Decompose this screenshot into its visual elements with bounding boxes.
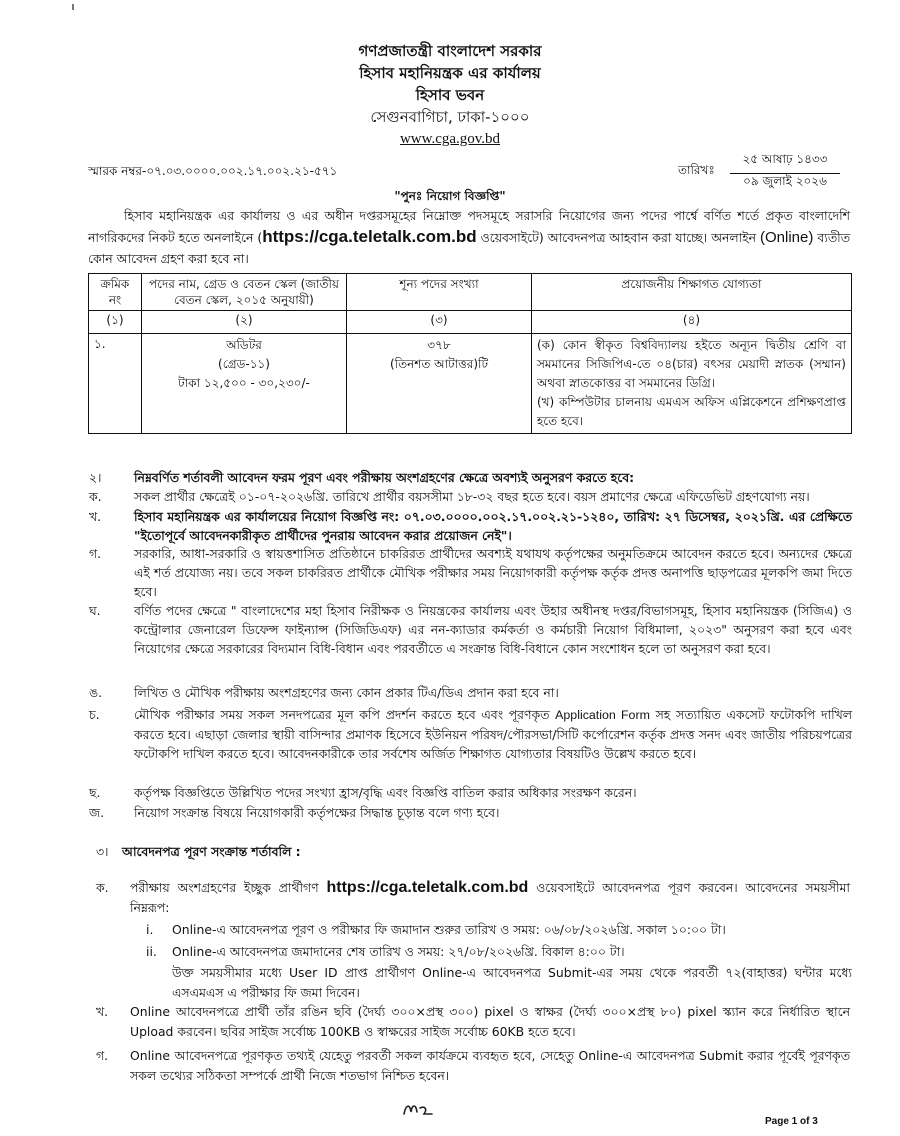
col-number: (২) — [142, 311, 347, 334]
initial-signature — [400, 1094, 440, 1124]
col-number: (৪) — [532, 311, 852, 334]
item-text: লিখিত ও মৌখিক পরীক্ষায় অংশগ্রহণের জন্য কোন প্রকার টিএ/ডিএ প্রদান করা হবে না। — [134, 685, 559, 700]
item-mark: গ. — [96, 1048, 109, 1063]
date-label: তারিখঃ — [678, 163, 715, 177]
vacancy-words: (তিনশত আটাত্তর)টি — [389, 357, 489, 371]
post-name: অডিটর — [226, 338, 262, 352]
item-text: হিসাব মহানিয়ন্ত্রক এর কার্যালয়ের নিয়োগ বিজ্ঞপ্তি নং: ০৭.০৩.০০০০.০০২.১৭.০০২.২১-১২৪০, তারিখ: ২৭ ডিসেম্বর, ২০২১খ্রি. এর প্রেক্ষিতে "ইতোপূর্বে আবেদনকারীকৃত প্রার্থীদের পুনরায় আবেদন করার প্রয়োজন নেই"। — [134, 509, 852, 543]
header-post: পদের নাম, গ্রেড ও বেতন স্কেল (জাতীয় বেতন স্কেল, ২০১৫ অনুযায়ী) — [142, 274, 347, 311]
item-text-part: পরীক্ষায় অংশগ্রহণের ইচ্ছুক প্রার্থীগণ — [130, 880, 327, 895]
header-serial: ক্রমিক নং — [89, 274, 142, 311]
item-mark: ii. — [146, 944, 157, 959]
pay-scale: টাকা ১২,৫০০ - ৩০,২৩০/- — [178, 376, 310, 390]
qualification-b: (খ) কম্পিউটার চালনায় এমএস অফিস এপ্লিকেশনে প্রশিক্ষণপ্রাপ্ত হতে হবে। — [537, 395, 846, 428]
government-name: গণপ্রজাতন্ত্রী বাংলাদেশ সরকার — [358, 42, 542, 60]
notice-title: "পুনঃ নিয়োগ বিজ্ঞপ্তি" — [394, 189, 506, 203]
item-mark: খ. — [89, 509, 102, 524]
item-text: কর্তৃপক্ষ বিজ্ঞপ্তিতে উল্লিখিত পদের সংখ্যা হ্রাস/বৃদ্ধি এবং বিজ্ঞপ্তি বাতিল করার অধিকার সংরক্ষণ করেন। — [134, 785, 637, 800]
item-note: উক্ত সময়সীমার মধ্যে User ID প্রাপ্ত প্রার্থীগণ Online-এ আবেদনপত্র Submit-এর সময় থেকে পরবর্তী ৭২(বাহাত্তর) ঘন্টার মধ্যে এসএমএস এ পরীক্ষার ফি জমা দিবেন। — [172, 965, 852, 1000]
item-text: Online আবেদনপত্রে পূরণকৃত তথ্যই যেহেতু পরবর্তী সকল কার্যক্রমে ব্যবহৃত হবে, সেহেতু Online-এ আবেদনপত্র Submit করার পূর্বেই পূরণকৃত সকল তথ্যের সঠিকতা সম্পর্কে প্রার্থী নিজে শতভাগ নিশ্চিত হবেন। — [130, 1048, 850, 1083]
intro-text-3: ব্যতীত কোন আবেদন গ্রহণ করা হবে না। — [88, 230, 850, 266]
header-qualification: প্রয়োজনীয় শিক্ষাগত যোগ্যতা — [532, 274, 852, 311]
item-text-part: ওয়েবসাইটে আবেদনপত্র পূরণ করবেন। আবেদনের সময়সীমা নিম্নরূপ: — [130, 880, 850, 915]
item-mark: জ. — [89, 805, 105, 820]
item-text-part: মৌখিক পরীক্ষার সময় সকল সনদপত্রের মূল কপি প্রদর্শন করতে হবে এবং পূরণকৃত — [134, 707, 556, 722]
memo-reference-number: স্মারক নম্বর-০৭.০৩.০০০০.০০২.১৭.০০২.২১-৫৭১ — [88, 164, 338, 178]
item-mark: ক. — [89, 489, 102, 504]
application-form-text: Application Form — [555, 708, 650, 722]
header-vacancy: শূন্য পদের সংখ্যা — [347, 274, 532, 311]
building-name: হিসাব ভবন — [415, 86, 485, 104]
section-2-number: ২। — [89, 470, 102, 485]
item-text — [134, 705, 852, 763]
row-post-cell — [142, 334, 347, 434]
page-number: Page 1 of 3 — [765, 1116, 818, 1127]
item-mark: গ. — [89, 546, 102, 561]
item-mark: i. — [146, 922, 154, 937]
item-mark: চ. — [89, 707, 100, 722]
col-number: (৩) — [347, 311, 532, 334]
item-mark: ঙ. — [89, 685, 103, 700]
item-text: সকল প্রার্থীর ক্ষেত্রেই ০১-০৭-২০২৬খ্রি. তারিখে প্রার্থীর বয়সসীমা ১৮-৩২ বছর হতে হবে। বয়স প্রমাণের ক্ষেত্রে এফিডেভিট গ্রহণযোগ্য নয়। — [134, 489, 810, 504]
item-mark: খ. — [96, 1004, 109, 1019]
vacancy-table — [88, 273, 852, 434]
item-text: Online-এ আবেদনপত্র জমাদানের শেষ তারিখ ও সময়: ২৭/০৮/২০২৬খ্রি. বিকাল ৪:০০ টা। — [172, 944, 625, 959]
col-number: (১) — [89, 311, 142, 334]
item-text: Online-এ আবেদনপত্র পূরণ ও পরীক্ষার ফি জমাদান শুরুর তারিখ ও সময়: ০৬/০৮/২০২৬খ্রি. সকাল ১০:০০ টা। — [172, 922, 726, 937]
scan-mark — [72, 4, 74, 10]
item-text-part: সহ সত্যায়িত একসেট ফটোকপি দাখিল করতে হবে। এছাড়া জেলার স্থায়ী বাসিন্দার প্রমাণক হিসেবে ইউনিয়ন পরিষদ/পৌরসভা/সিটি কর্পোরেশন কর্তৃক প্রদত্ত সনদ এবং জাতীয় পরিচয়পত্রের ফটোকপি দাখিল করতে হবে। আবেদনকারীকে তার সর্বশেষ অর্জিত শিক্ষাগত যোগ্যতার বিষয়টিও উল্লেখ করতে হবে। — [134, 707, 853, 761]
column-number-row — [89, 311, 852, 334]
row-qualification-cell — [532, 334, 852, 434]
online-text: (Online) — [760, 229, 814, 246]
item-mark: ছ. — [89, 785, 101, 800]
office-name: হিসাব মহানিয়ন্ত্রক এর কার্যালয় — [359, 64, 541, 82]
row-vacancy-cell — [347, 334, 532, 434]
table-header-row — [89, 274, 852, 311]
section-3-number: ৩। — [96, 844, 109, 859]
table-row — [89, 334, 852, 434]
row-serial: ১. — [89, 334, 142, 434]
item-text: নিয়োগ সংক্রান্ত বিষয়ে নিয়োগকারী কর্তৃপক্ষের সিদ্ধান্ত চূড়ান্ত বলে গণ্য হবে। — [134, 805, 500, 820]
office-header — [0, 40, 900, 150]
qualification-a: (ক) কোন স্বীকৃত বিশ্ববিদ্যালয় হইতে অন্যূন দ্বিতীয় শ্রেণি বা সমমানের সিজিপিএ-তে ০৪(চার) বৎসর মেয়াদী স্নাতক (সম্মান) অথবা স্নাতকোত্তর বা সমমানের ডিগ্রি। — [537, 338, 846, 390]
item-text — [130, 878, 850, 918]
item-mark: ঘ. — [89, 603, 101, 618]
website-link[interactable]: www.cga.gov.bd — [399, 131, 501, 147]
apply-url-link[interactable]: https://cga.teletalk.com.bd — [326, 879, 529, 896]
intro-text-2: ওয়েবসাইটে) আবেদনপত্র আহবান করা যাচ্ছে। অনলাইন — [476, 230, 761, 245]
section-3-heading: আবেদনপত্র পূরণ সংক্রান্ত শর্তাবলি : — [122, 844, 301, 859]
item-text: Online আবেদনপত্রে প্রার্থী তাঁর রঙিন ছবি (দৈর্ঘ্য ৩০০×প্রস্থ ৩০০) pixel ও স্বাক্ষর (দৈর্ঘ্য ৩০০×প্রস্থ ৮০) pixel স্ক্যান করে নির্ধারিত স্থানে Upload করবেন। ছবির সাইজ সর্বোচ্চ 100KB ও স্বাক্ষরের সাইজ সর্বোচ্চ 60KB হতে হবে। — [130, 1004, 850, 1039]
date-bangla: ২৫ আষাঢ় ১৪৩৩ — [730, 151, 840, 174]
post-grade: (গ্রেড-১১) — [218, 357, 270, 371]
section-2-heading: নিম্নবর্ণিত শর্তাবলী আবেদন ফরম পূরণ এবং পরীক্ষায় অংশগ্রহণের ক্ষেত্রে অবশ্যই অনুসরণ করতে হবে: — [134, 470, 635, 485]
item-text: সরকারি, আধা-সরকারি ও স্বায়ত্তশাসিত প্রতিষ্ঠানে চাকরিরত প্রার্থীদের অবশ্যই যথাযথ কর্তৃপক্ষের অনুমতিক্রমে আবেদন করতে হবে। অন্যদের ক্ষেত্রে এই শর্ত প্রযোজ্য নয়। তবে সকল চাকরিরত প্রার্থীকে মৌখিক পরীক্ষার সময় নিয়োগকারী কর্তৃপক্ষ কর্তৃক প্রদত্ত অনাপত্তি ছাড়পত্রের মূলকপি জমা দিতে হবে। — [134, 546, 852, 599]
intro-text-1: হিসাব মহানিয়ন্ত্রক এর কার্যালয় ও এর অধীন দপ্তরসমূহের নিম্নোক্ত পদসমূহে সরাসরি নিয়োগের জন্য পদের পার্শ্বে বর্ণিত শর্তে প্রকৃত বাংলাদেশি নাগরিকদের নিকট হতে অনলাইনে ( — [88, 208, 850, 245]
item-text: বর্ণিত পদের ক্ষেত্রে " বাংলাদেশের মহা হিসাব নিরীক্ষক ও নিয়ন্ত্রকের কার্যালয় এবং উহার অধীনস্থ দপ্তর/বিভাগসমূহ, হিসাব মহানিয়ন্ত্রক (সিজিএ) ও কন্ট্রোলার জেনারেল ডিফেন্স ফাইন্যান্স (সিজিডিএফ) এর নন-ক্যাডার কর্মকর্তা ও কর্মচারী নিয়োগ বিধিমালা, ২০২৩" অনুসরণ করা হবে এবং নিয়োগের ক্ষেত্রে সরকারের বিদ্যমান বিধি-বিধান এবং পরবর্তীতে এ সংক্রান্ত বিধি-বিধানে কোন সংশোধন হলে তা অনুসরণ করা হবে। — [134, 603, 852, 656]
office-address: সেগুনবাগিচা, ঢাকা-১০০০ — [370, 108, 530, 126]
vacancy-count: ৩৭৮ — [427, 338, 451, 352]
date-gregorian: ০৯ জুলাই ২০২৬ — [743, 174, 827, 188]
apply-url-link[interactable]: https://cga.teletalk.com.bd — [262, 227, 477, 246]
intro-paragraph — [88, 205, 850, 269]
item-mark: ক. — [96, 880, 109, 895]
